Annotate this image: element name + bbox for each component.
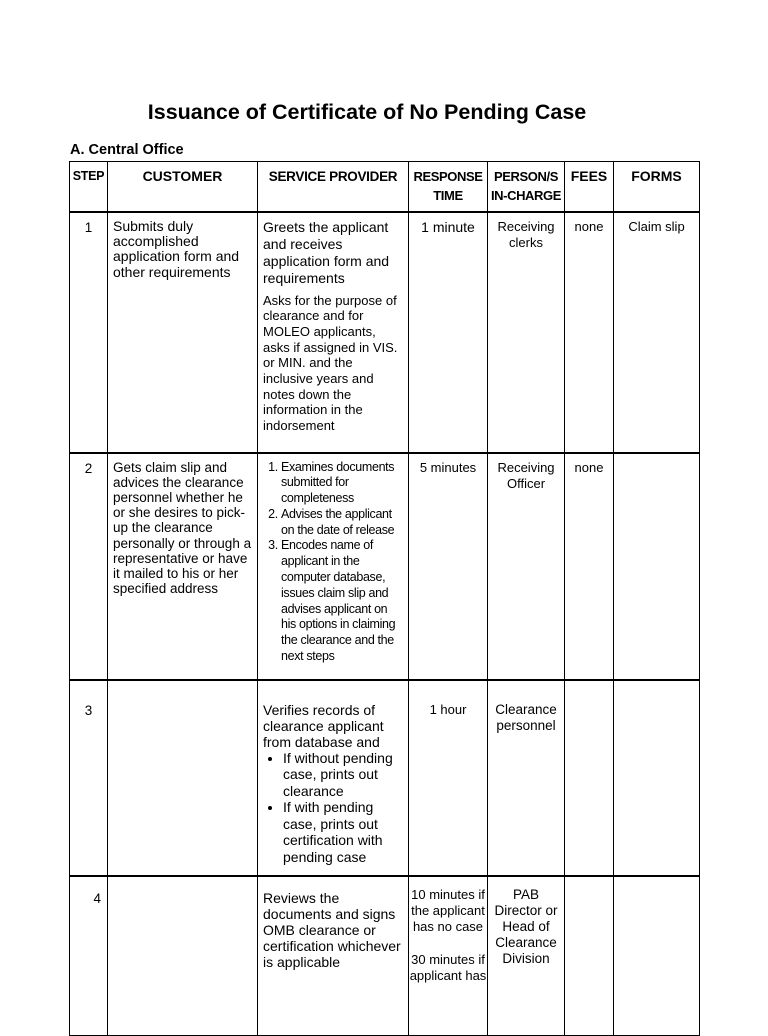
customer-cell: Submits duly accomplished application form and other requirements (108, 212, 258, 453)
process-table (69, 161, 700, 1036)
forms-cell (614, 453, 700, 680)
person-in-charge-cell: Receiving Officer (488, 453, 565, 680)
header-service-provider: SERVICE PROVIDER (258, 162, 409, 212)
provider-paragraph: Asks for the purpose of clearance and for MOLEO applicants, asks if assigned in VIS. or MIN. and the inclusive years and notes down the information in the indorsement (263, 292, 398, 434)
provider-paragraph: Verifies records of clearance applicant from database and (263, 701, 384, 750)
service-provider-cell: Reviews the documents and signs OMB clearance or certification whichever is applicable (258, 876, 409, 1036)
step-number: 3 (70, 680, 108, 876)
response-time-no-case: 10 minutes if the applicant has no case (411, 886, 485, 934)
fees-cell: none (565, 453, 614, 680)
customer-cell: Gets claim slip and advices the clearance personnel whether he or she desires to pick-up the clearance personally or through a representative or have it mailed to his or her specified address (108, 453, 258, 680)
response-time-with-case: 30 minutes if applicant has (409, 951, 487, 983)
person-in-charge-cell: Receiving clerks (488, 212, 565, 453)
table-row (70, 680, 700, 876)
service-provider-cell (258, 212, 409, 453)
header-customer: CUSTOMER (108, 162, 258, 212)
response-time-cell (409, 876, 488, 1036)
document-title: Issuance of Certificate of No Pending Case (147, 100, 587, 124)
step-number: 1 (70, 212, 108, 453)
header-persons-in-charge: PERSON/S IN-CHARGE (488, 162, 565, 212)
person-in-charge-cell: Clearance personnel (488, 680, 565, 876)
provider-steps-list (261, 460, 405, 665)
forms-cell: Claim slip (614, 212, 700, 453)
header-response-time: RESPONSE TIME (409, 162, 488, 212)
section-heading: A. Central Office (70, 142, 184, 158)
fees-cell (565, 876, 614, 1036)
customer-cell (108, 876, 258, 1036)
list-item: • If with pending case, prints out certification with pending case (283, 799, 405, 865)
forms-cell (614, 680, 700, 876)
customer-cell (108, 680, 258, 876)
header-step: STEP (70, 162, 108, 212)
header-fees: FEES (565, 162, 614, 212)
forms-cell (614, 876, 700, 1036)
service-provider-cell (258, 680, 409, 876)
fees-cell (565, 680, 614, 876)
list-item: 2. Advises the applicant on the date of release (281, 507, 405, 539)
provider-bullet-list (263, 750, 405, 866)
service-provider-cell (258, 453, 409, 680)
table-row (70, 453, 700, 680)
table-header-row (70, 162, 700, 212)
person-in-charge-cell: PAB Director or Head of Clearance Division (488, 876, 565, 1036)
list-item: • If without pending case, prints out clearance (283, 750, 405, 800)
fees-cell: none (565, 212, 614, 453)
list-item: 1. Examines documents submitted for completeness (281, 460, 405, 507)
table-row (70, 876, 700, 1036)
provider-paragraph: Greets the applicant and receives application form and requirements (263, 218, 390, 286)
response-time-cell: 5 minutes (409, 453, 488, 680)
response-time-cell: 1 minute (409, 212, 488, 453)
response-time-cell: 1 hour (409, 680, 488, 876)
header-forms: FORMS (614, 162, 700, 212)
table-row (70, 212, 700, 453)
list-item: 3. Encodes name of applicant in the computer database, issues claim slip and advises applicant on his options in claiming the clearance and the next steps (281, 538, 405, 664)
step-number: 4 (70, 876, 108, 1036)
step-number: 2 (70, 453, 108, 680)
